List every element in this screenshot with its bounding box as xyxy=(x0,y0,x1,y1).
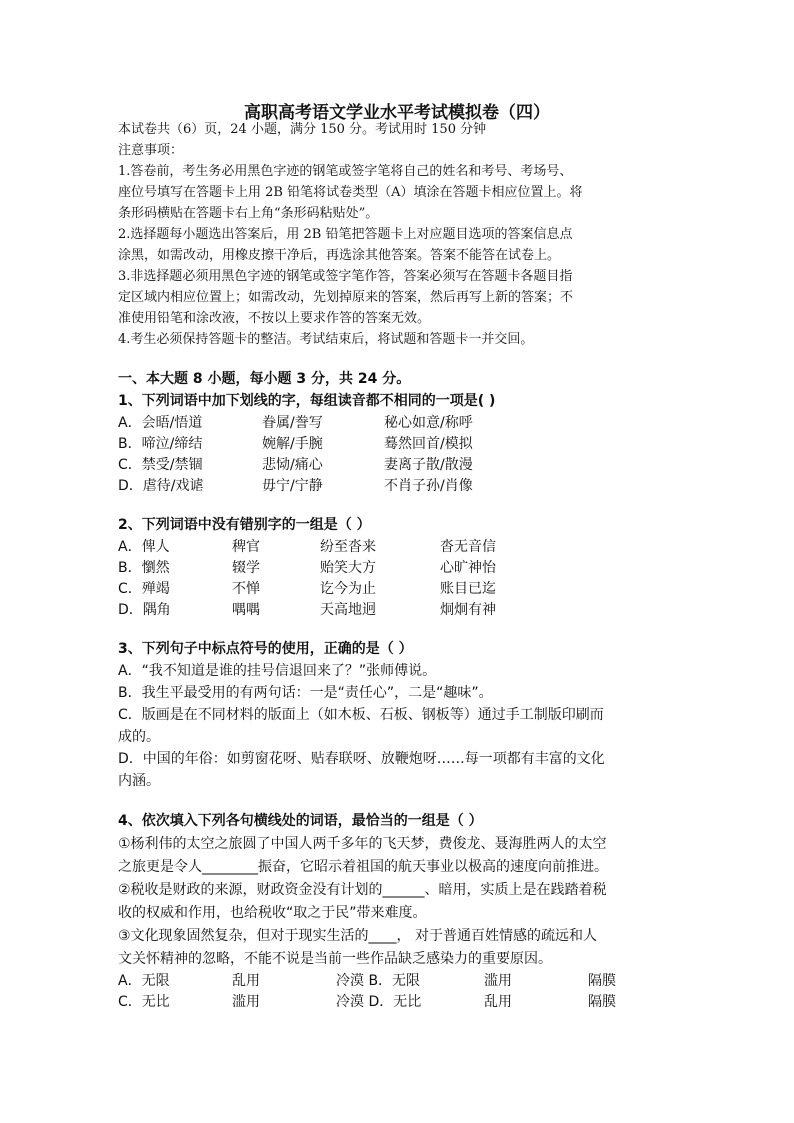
page-title: 高职高考语文学业水平考试模拟卷（四） xyxy=(244,103,550,123)
q4-sentence-line: 之旅更是令人________振奋，它昭示着祖国的航天事业以极高的速度向前推进。 xyxy=(118,859,608,875)
question-1-stem: 1、下列词语中加下划线的字，每组读音都不相同的一项是( ) xyxy=(118,393,496,409)
q2-option-text: 辍学 xyxy=(232,560,260,576)
q4-option-text: 冷漠 D．无比 xyxy=(336,994,422,1010)
q4-option-text: 滥用 xyxy=(484,973,512,989)
notice-line: 3.非选择题必须用黑色字迹的钢笔或签字笔作答，答案必须写在答题卡各题目指 xyxy=(118,269,573,284)
q1-option-text: 秘心如意/称呼 xyxy=(384,415,473,431)
question-4-stem: 4、依次填入下列各句横线处的词语，最恰当的一组是（ ） xyxy=(118,813,483,829)
q3-option-text: B．我生平最受用的有两句话：一是“责任心”，二是“趣味”。 xyxy=(118,685,493,701)
notice-label: 注意事项： xyxy=(118,143,184,158)
q2-option-text: 天高地迥 xyxy=(320,602,376,618)
q2-option-text: 心旷神怡 xyxy=(440,560,496,576)
q1-option-text: 毋宁/宁静 xyxy=(262,478,323,494)
q4-option-text: 滥用 xyxy=(232,994,260,1010)
q4-sentence-line: ②税收是财政的来源，财政资金没有计划的______、暗用，实质上是在践踏着税 xyxy=(118,882,607,898)
q2-option-text: C．殚竭 xyxy=(118,581,170,597)
question-3-stem: 3、下列句子中标点符号的使用，正确的是（ ） xyxy=(118,641,413,657)
q2-option-text: 讫今为止 xyxy=(320,581,376,597)
q4-option-text: 乱用 xyxy=(484,994,512,1010)
q2-option-text: D．隅角 xyxy=(118,602,171,618)
notice-line: 条形码横贴在答题卡右上角“条形码粘贴处”。 xyxy=(118,206,379,221)
q2-option-text: 沓无音信 xyxy=(440,539,496,555)
q1-option-text: A．会晤/悟道 xyxy=(118,415,203,431)
q1-option-text: B．啼泣/缔结 xyxy=(118,436,203,452)
notice-line: 座位号填写在答题卡上用 2B 铅笔将试卷类型（A）填涂在答题卡相应位置上。将 xyxy=(118,185,583,200)
q4-sentence-line: ①杨利伟的太空之旅圆了中国人两千多年的飞天梦，费俊龙、聂海胜两人的太空 xyxy=(118,836,607,852)
q1-option-text: D．虐待/戏谑 xyxy=(118,478,204,494)
q2-option-text: 稗官 xyxy=(232,539,260,555)
q4-option-text: 冷漠 B．无限 xyxy=(336,973,421,989)
q4-sentence-line: 文关怀精神的忽略，不能不说是当前一些作品缺乏感染力的重要原因。 xyxy=(118,951,552,967)
notice-line: 准使用铅笔和涂改液，不按以上要求作答的答案无效。 xyxy=(118,311,431,326)
exam-summary: 本试卷共（6）页，24 小题，满分 150 分。考试用时 150 分钟 xyxy=(118,122,487,137)
notice-line: 定区域内相应位置上；如需改动，先划掉原来的答案，然后再写上新的答案；不 xyxy=(118,290,574,305)
q1-option-text: 妻离子散/散漫 xyxy=(384,457,473,473)
q1-option-text: 眷属/誊写 xyxy=(262,415,323,431)
q1-option-text: C．禁受/禁锢 xyxy=(118,457,203,473)
q2-option-text: B．懰然 xyxy=(118,560,170,576)
q2-option-text: 不惮 xyxy=(232,581,260,597)
q3-option-text: A．“我不知道是谁的挂号信退回来了？”张师傅说。 xyxy=(118,663,437,679)
q2-option-text: 喁喁 xyxy=(232,602,260,618)
section-heading: 一、本大题 8 小题，每小题 3 分，共 24 分。 xyxy=(118,371,411,387)
q2-option-text: 贻笑大方 xyxy=(320,560,376,576)
q2-option-text: 纷至沓来 xyxy=(320,539,376,555)
q4-sentence-line: 收的权威和作用，也给税收“取之于民”带来难度。 xyxy=(118,905,427,921)
q4-sentence-line: ③文化现象固然复杂，但对于现实生活的____， 对于普通百姓情感的疏远和人 xyxy=(118,928,597,944)
q4-option-text: 乱用 xyxy=(232,973,260,989)
q1-option-text: 不肖子孙/肖像 xyxy=(384,478,473,494)
notice-line: 1.答卷前，考生务必用黑色字迹的钢笔或签字笔将自己的姓名和考号、考场号、 xyxy=(118,164,573,179)
q4-option-text: C．无比 xyxy=(118,994,170,1010)
notice-line: 4.考生必须保持答题卡的整洁。考试结束后，将试题和答题卡一并交回。 xyxy=(118,332,534,347)
q1-option-text: 婉解/手腕 xyxy=(262,436,323,452)
q3-option-text: 成的。 xyxy=(118,729,160,745)
q4-option-text: 隔膜 xyxy=(588,973,616,989)
notice-line: 涂黑，如需改动，用橡皮擦干净后，再选涂其他答案。答案不能答在试卷上。 xyxy=(118,248,561,263)
question-2-stem: 2、下列词语中没有错别字的一组是（ ） xyxy=(118,517,371,533)
q1-option-text: 悲恸/痛心 xyxy=(262,457,323,473)
q2-option-text: 炯炯有神 xyxy=(440,602,496,618)
q4-option-text: 隔膜 xyxy=(588,994,616,1010)
q4-option-text: A．无限 xyxy=(118,973,170,989)
q3-option-text: C．版画是在不同材料的版面上（如木板、石板、钢板等）通过手工制版印刷而 xyxy=(118,707,604,723)
q3-option-text: D．中国的年俗：如剪窗花呀、贴春联呀、放鞭炮呀……每一项都有丰富的文化 xyxy=(118,751,605,767)
q2-option-text: 账目已迄 xyxy=(440,581,496,597)
q2-option-text: A．俾人 xyxy=(118,539,170,555)
q3-option-text: 内涵。 xyxy=(118,773,160,789)
q1-option-text: 蓦然回首/模拟 xyxy=(384,436,473,452)
notice-line: 2.选择题每小题选出答案后，用 2B 铅笔把答题卡上对应题目选项的答案信息点 xyxy=(118,227,573,242)
